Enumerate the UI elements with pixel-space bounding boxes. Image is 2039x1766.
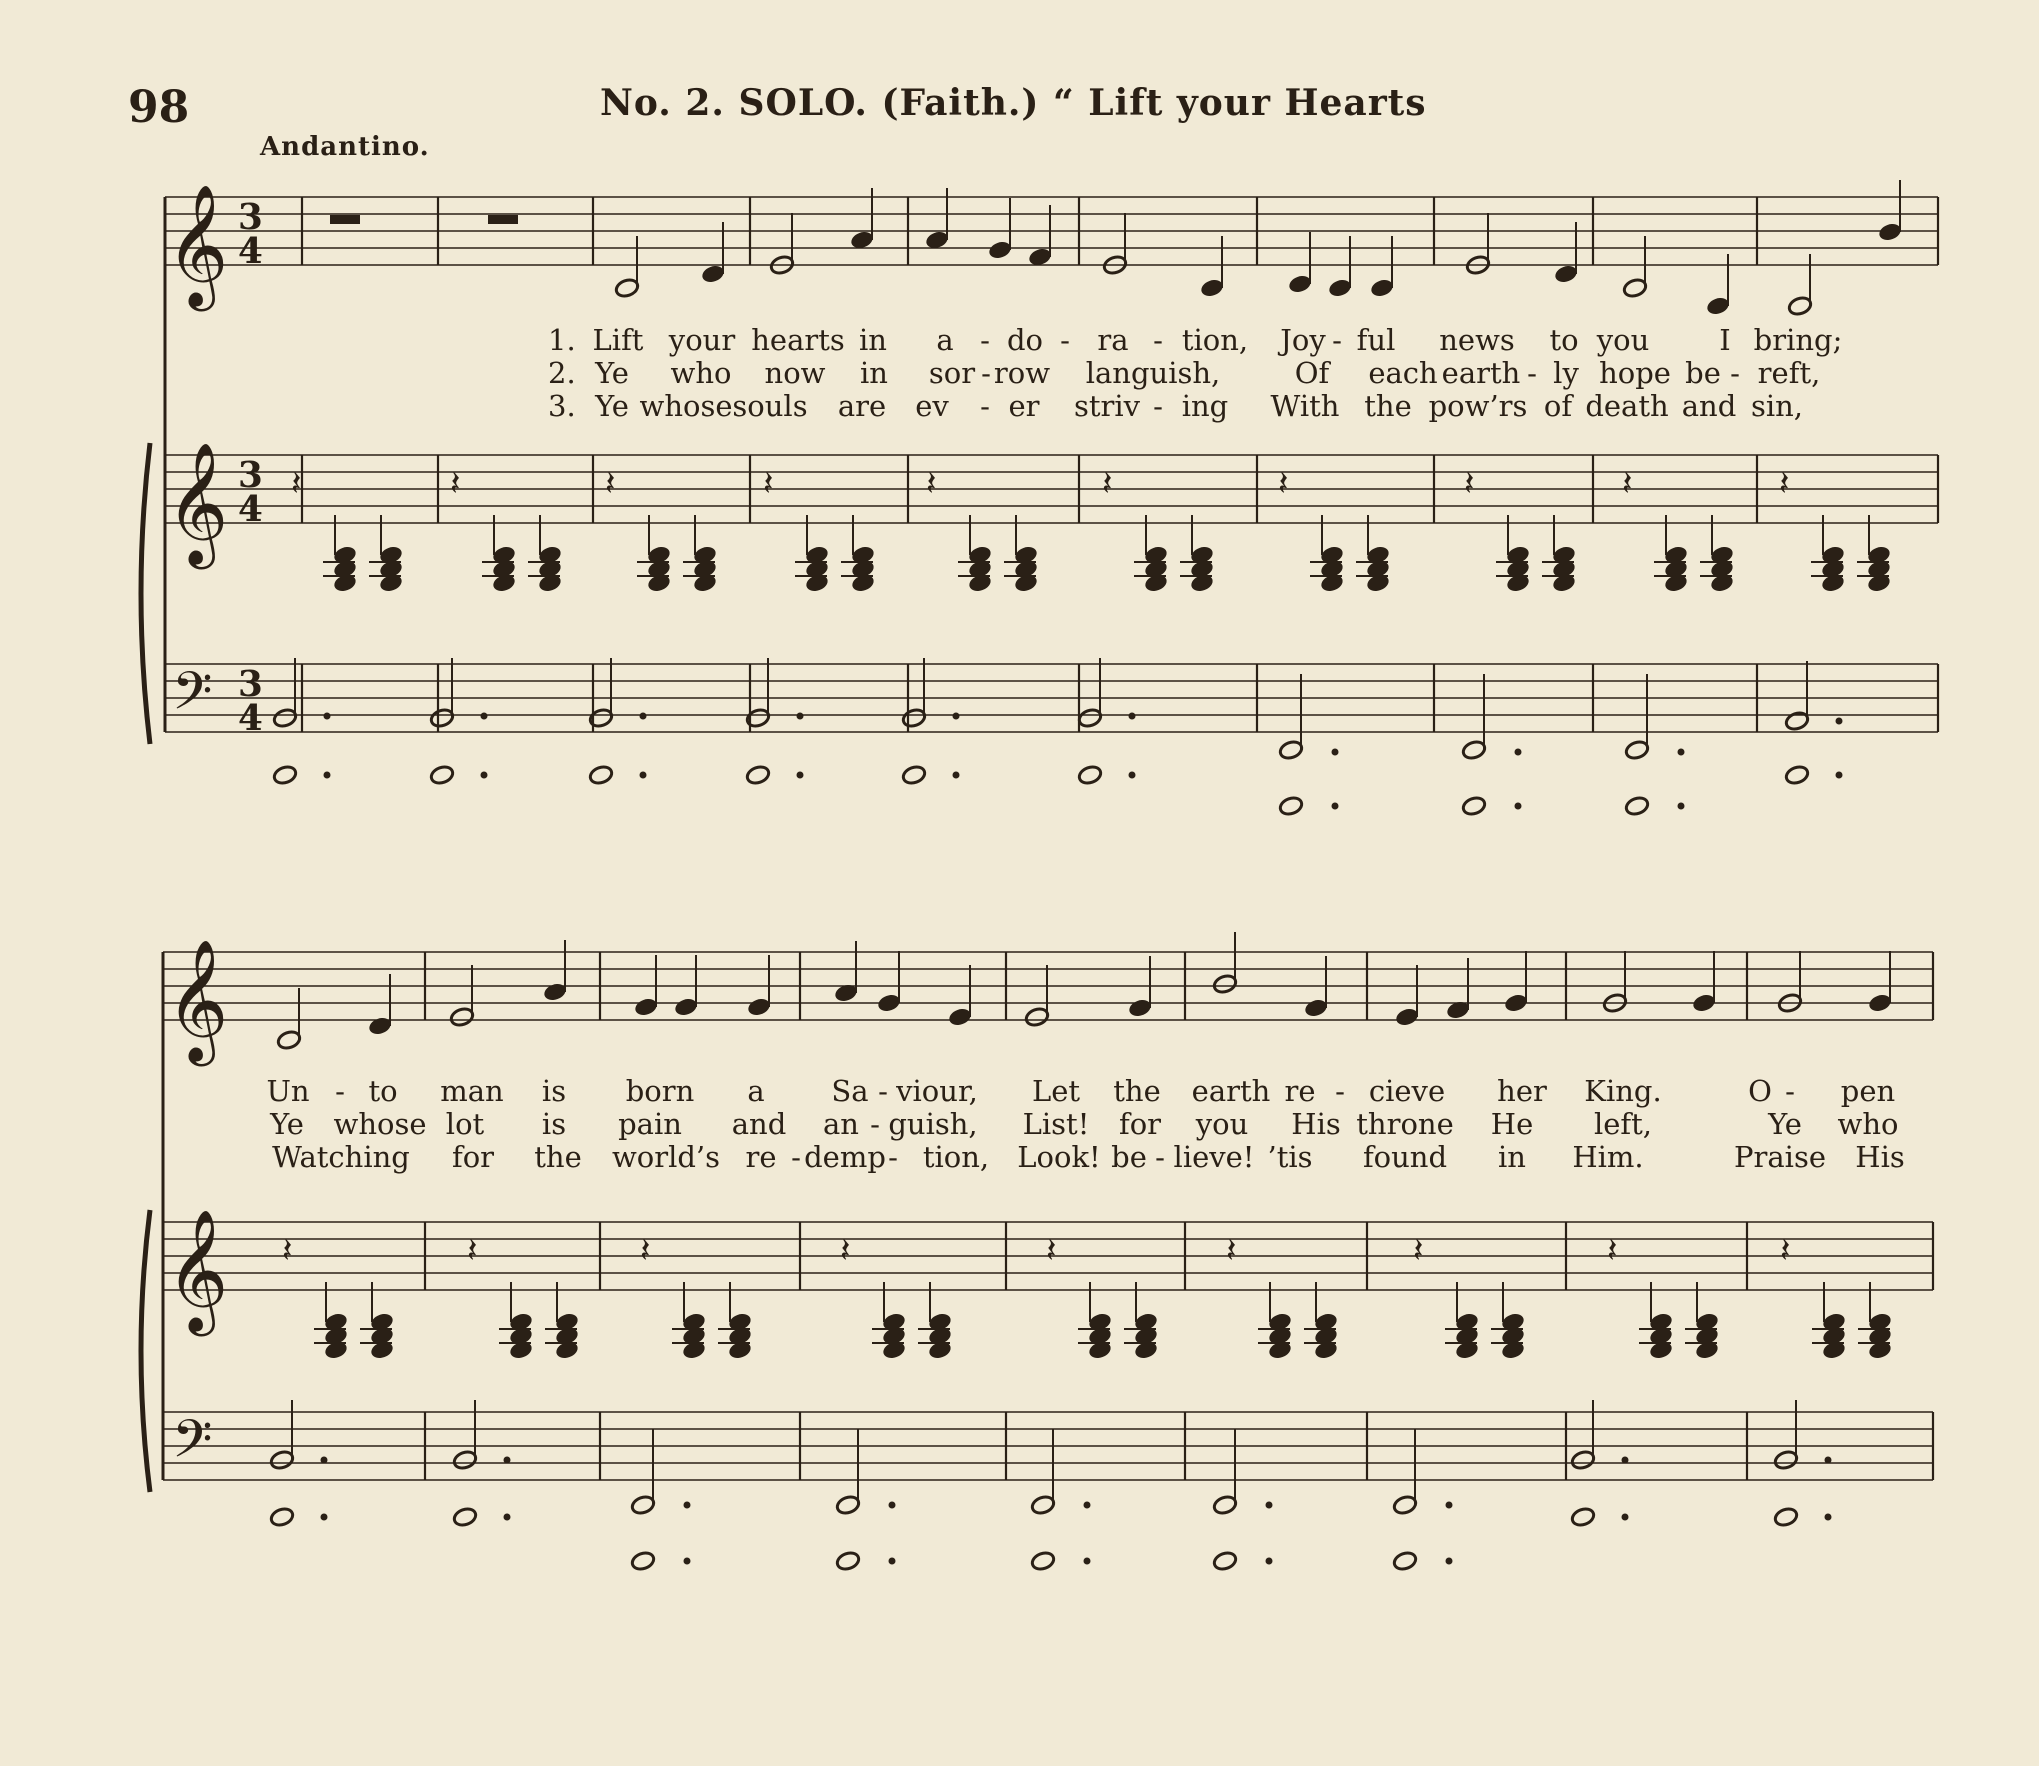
dot <box>889 1502 896 1509</box>
verse-number: 2. <box>548 356 576 390</box>
dot <box>481 713 488 720</box>
lyric-syllable: tion, <box>1181 323 1249 357</box>
dot <box>797 713 804 720</box>
tempo-marking: Andantino. <box>260 132 430 162</box>
quarter-rest-icon: 𝄽 <box>467 1231 478 1271</box>
lyric-syllable: found <box>1362 1140 1448 1174</box>
piano-brace <box>141 443 150 744</box>
whole-rest <box>330 215 360 224</box>
note-head <box>901 764 927 786</box>
note-head <box>272 764 298 786</box>
lyric-syllable: Joy <box>1280 323 1326 357</box>
lyric-syllable: - <box>1527 356 1537 390</box>
time-signature-upper: 3 <box>238 663 263 705</box>
lyric-syllable: pow’rs <box>1428 389 1528 423</box>
dot <box>1825 1457 1832 1464</box>
lyric-syllable: ly <box>1553 356 1579 390</box>
quarter-rest-icon: 𝄽 <box>1046 1231 1057 1271</box>
lyric-syllable: earth <box>1191 1074 1271 1108</box>
lyric-syllable: sin, <box>1750 389 1804 423</box>
lyric-syllable: who <box>670 356 732 390</box>
lyric-syllable: He <box>1490 1107 1534 1141</box>
lyric-syllable: for <box>1118 1107 1162 1141</box>
lyric-syllable: - <box>335 1074 345 1108</box>
lyric-line-s1-v3 <box>0 389 2039 425</box>
note-head <box>1030 1550 1056 1572</box>
lyric-syllable: born <box>625 1074 695 1108</box>
dot <box>1084 1502 1091 1509</box>
quarter-rest-icon: 𝄽 <box>291 464 302 504</box>
dot <box>1836 772 1843 779</box>
lyric-syllable: Un <box>266 1074 310 1108</box>
lyric-syllable: tion, <box>922 1140 990 1174</box>
dot <box>1515 803 1522 810</box>
lyric-line-s2-v1 <box>0 1074 2039 1110</box>
note-head <box>1784 764 1810 786</box>
dot <box>1836 718 1843 725</box>
dot <box>1825 1514 1832 1521</box>
lyric-syllable: lot <box>445 1107 485 1141</box>
lyric-syllable: guish, <box>888 1107 978 1141</box>
lyric-syllable: your <box>668 323 736 357</box>
lyric-syllable: left, <box>1593 1107 1653 1141</box>
lyric-syllable: Let <box>1031 1074 1081 1108</box>
lyric-syllable: her <box>1497 1074 1547 1108</box>
lyric-syllable: to <box>1549 323 1579 357</box>
lyric-syllable: Him. <box>1572 1140 1644 1174</box>
lyric-syllable: Watching <box>272 1140 410 1174</box>
piano-brace <box>141 1210 150 1492</box>
note-head <box>1624 795 1650 817</box>
lyric-syllable: in <box>860 356 888 390</box>
lyric-syllable: demp <box>804 1140 886 1174</box>
dot <box>1084 1558 1091 1565</box>
treble-clef-icon: 𝄞 <box>166 441 229 564</box>
dot <box>321 1457 328 1464</box>
treble-clef-icon: 𝄞 <box>166 183 229 306</box>
lyric-syllable: re <box>1284 1074 1316 1108</box>
lyric-syllable: in <box>859 323 887 357</box>
lyric-syllable: - <box>980 389 990 423</box>
note-head <box>1212 1550 1238 1572</box>
quarter-rest-icon: 𝄽 <box>1102 464 1113 504</box>
lyric-syllable: the <box>534 1140 582 1174</box>
lyric-syllable: I <box>1719 323 1731 357</box>
lyric-syllable: for <box>451 1140 495 1174</box>
lyric-syllable: each <box>1368 356 1438 390</box>
dot <box>1332 749 1339 756</box>
lyric-syllable: man <box>440 1074 504 1108</box>
lyric-syllable: re <box>745 1140 777 1174</box>
lyric-syllable: - <box>878 1074 888 1108</box>
quarter-rest-icon: 𝄽 <box>1780 1231 1791 1271</box>
lyric-syllable: and <box>1681 389 1737 423</box>
lyric-line-s1-v2 <box>0 356 2039 392</box>
lyric-syllable: whose <box>333 1107 427 1141</box>
note-head <box>630 1550 656 1572</box>
note-head <box>1077 764 1103 786</box>
lyric-syllable: a <box>936 323 954 357</box>
lyric-syllable: ’tis <box>1267 1140 1313 1174</box>
dot <box>1678 749 1685 756</box>
lyric-syllable: a <box>747 1074 765 1108</box>
note-head <box>1773 1506 1799 1528</box>
lyric-syllable: King. <box>1584 1074 1662 1108</box>
staff <box>163 1412 1933 1480</box>
dot <box>953 713 960 720</box>
lyric-syllable: - <box>1785 1074 1795 1108</box>
dot <box>953 772 960 779</box>
quarter-rest-icon: 𝄽 <box>640 1231 651 1271</box>
lyric-syllable: sor <box>928 356 976 390</box>
lyric-syllable: List! <box>1022 1107 1090 1141</box>
lyric-syllable: whose <box>639 389 733 423</box>
lyric-syllable: Ye <box>595 389 629 423</box>
treble-clef-icon: 𝄞 <box>166 938 229 1061</box>
lyric-syllable: Look! <box>1017 1140 1101 1174</box>
lyric-syllable: ing <box>1181 389 1229 423</box>
quarter-rest-icon: 𝄽 <box>763 464 774 504</box>
note-head <box>835 1550 861 1572</box>
lyric-syllable: pen <box>1840 1074 1896 1108</box>
lyric-syllable: of <box>1543 389 1573 423</box>
lyric-syllable: - <box>870 1107 880 1141</box>
lyric-syllable: Ye <box>270 1107 304 1141</box>
lyric-syllable: you <box>1596 323 1650 357</box>
lyric-syllable: Ye <box>595 356 629 390</box>
dot <box>324 713 331 720</box>
lyric-syllable: throne <box>1356 1107 1454 1141</box>
dot <box>1129 713 1136 720</box>
lyric-syllable: - <box>791 1140 801 1174</box>
lyric-syllable: viour, <box>896 1074 978 1108</box>
lyric-syllable: striv <box>1073 389 1141 423</box>
dot <box>504 1457 511 1464</box>
quarter-rest-icon: 𝄽 <box>926 464 937 504</box>
dot <box>889 1558 896 1565</box>
lyric-syllable: death <box>1585 389 1669 423</box>
lyric-syllable: Of <box>1294 356 1330 390</box>
dot <box>321 1514 328 1521</box>
note-head <box>1461 795 1487 817</box>
lyric-syllable: - <box>1155 1140 1165 1174</box>
lyric-syllable: - <box>1153 389 1163 423</box>
quarter-rest-icon: 𝄽 <box>1622 464 1633 504</box>
time-signature-lower: 4 <box>238 230 263 272</box>
lyric-syllable: - <box>1060 323 1070 357</box>
lyric-line-s1-v1 <box>0 323 2039 359</box>
lyric-syllable: With <box>1270 389 1340 423</box>
lyric-syllable: - <box>1730 356 1740 390</box>
whole-rest <box>488 215 518 224</box>
dot <box>1332 803 1339 810</box>
dot <box>1678 803 1685 810</box>
dot <box>1622 1457 1629 1464</box>
dot <box>684 1502 691 1509</box>
lyric-syllable: - <box>1153 323 1163 357</box>
staff <box>165 455 1938 523</box>
lyric-syllable: hearts <box>751 323 845 357</box>
note-head <box>452 1506 478 1528</box>
lyric-syllable: ra <box>1097 323 1129 357</box>
song-title: No. 2. SOLO. (Faith.) “ Lift your Hearts <box>600 82 1427 124</box>
dot <box>324 772 331 779</box>
bass-clef-icon: 𝄢 <box>172 661 213 734</box>
time-signature-upper: 3 <box>238 454 263 496</box>
dot <box>1446 1558 1453 1565</box>
lyric-syllable: are <box>837 389 887 423</box>
lyric-syllable: do <box>1006 323 1044 357</box>
lyric-syllable: pain <box>618 1107 682 1141</box>
lyric-syllable: now <box>764 356 826 390</box>
dot <box>797 772 804 779</box>
lyric-syllable: - <box>980 323 990 357</box>
lyric-syllable: O <box>1748 1074 1772 1108</box>
lyric-syllable: bring; <box>1753 323 1843 357</box>
lyric-syllable: world’s <box>611 1140 721 1174</box>
quarter-rest-icon: 𝄽 <box>282 1231 293 1271</box>
note-head <box>269 1506 295 1528</box>
lyric-syllable: row <box>993 356 1051 390</box>
lyric-syllable: the <box>1364 389 1412 423</box>
lyric-syllable: is <box>541 1074 567 1108</box>
quarter-rest-icon: 𝄽 <box>1779 464 1790 504</box>
page-number: 98 <box>128 82 190 133</box>
dot <box>1129 772 1136 779</box>
lyric-syllable: and <box>731 1107 787 1141</box>
lyric-syllable: in <box>1498 1140 1526 1174</box>
dot <box>1266 1502 1273 1509</box>
lyric-syllable: is <box>541 1107 567 1141</box>
lyric-syllable: who <box>1837 1107 1899 1141</box>
lyric-syllable: to <box>368 1074 398 1108</box>
note-head <box>1278 795 1304 817</box>
quarter-rest-icon: 𝄽 <box>1607 1231 1618 1271</box>
lyric-syllable: you <box>1195 1107 1249 1141</box>
quarter-rest-icon: 𝄽 <box>605 464 616 504</box>
lyric-syllable: be <box>1111 1140 1147 1174</box>
dot <box>640 713 647 720</box>
note-head <box>429 764 455 786</box>
quarter-rest-icon: 𝄽 <box>450 464 461 504</box>
lyric-syllable: His <box>1855 1140 1905 1174</box>
lyric-syllable: - <box>1335 1074 1345 1108</box>
lyric-syllable: lieve! <box>1173 1140 1255 1174</box>
verse-number: 3. <box>548 389 576 423</box>
lyric-syllable: earth <box>1441 356 1521 390</box>
dot <box>640 772 647 779</box>
note-head <box>1570 1506 1596 1528</box>
lyric-syllable: ev <box>915 389 949 423</box>
note-head <box>745 764 771 786</box>
lyric-syllable: news <box>1439 323 1515 357</box>
lyric-syllable: cieve <box>1368 1074 1446 1108</box>
lyric-line-s2-v3 <box>0 1140 2039 1176</box>
lyric-syllable: - <box>888 1140 898 1174</box>
dot <box>1515 749 1522 756</box>
quarter-rest-icon: 𝄽 <box>1226 1231 1237 1271</box>
lyric-syllable: Sa <box>831 1074 869 1108</box>
lyric-syllable: His <box>1291 1107 1341 1141</box>
note-head <box>1392 1550 1418 1572</box>
verse-number: 1. <box>548 323 576 357</box>
dot <box>504 1514 511 1521</box>
time-signature-upper: 3 <box>238 196 263 238</box>
dot <box>1446 1502 1453 1509</box>
lyric-syllable: - <box>981 356 991 390</box>
lyric-syllable: Praise <box>1734 1140 1826 1174</box>
time-signature-lower: 4 <box>238 697 263 739</box>
lyric-syllable: hope <box>1599 356 1671 390</box>
staff <box>165 197 1938 265</box>
lyric-syllable: er <box>1008 389 1040 423</box>
lyric-syllable: Ye <box>1768 1107 1802 1141</box>
quarter-rest-icon: 𝄽 <box>1464 464 1475 504</box>
lyric-syllable: ful <box>1356 323 1396 357</box>
note-head <box>588 764 614 786</box>
lyric-syllable: languish, <box>1085 356 1221 390</box>
time-signature-lower: 4 <box>238 488 263 530</box>
lyric-syllable: an <box>823 1107 859 1141</box>
dot <box>684 1558 691 1565</box>
treble-clef-icon: 𝄞 <box>166 1208 229 1331</box>
lyric-line-s2-v2 <box>0 1107 2039 1143</box>
lyric-syllable: - <box>1332 323 1342 357</box>
bass-clef-icon: 𝄢 <box>172 1409 213 1482</box>
lyric-syllable: be <box>1685 356 1721 390</box>
dot <box>481 772 488 779</box>
dot <box>1266 1558 1273 1565</box>
lyric-syllable: souls <box>732 389 808 423</box>
lyric-syllable: Lift <box>592 323 644 357</box>
dot <box>1622 1514 1629 1521</box>
lyric-syllable: reft, <box>1757 356 1821 390</box>
quarter-rest-icon: 𝄽 <box>840 1231 851 1271</box>
quarter-rest-icon: 𝄽 <box>1278 464 1289 504</box>
quarter-rest-icon: 𝄽 <box>1413 1231 1424 1271</box>
lyric-syllable: the <box>1113 1074 1161 1108</box>
